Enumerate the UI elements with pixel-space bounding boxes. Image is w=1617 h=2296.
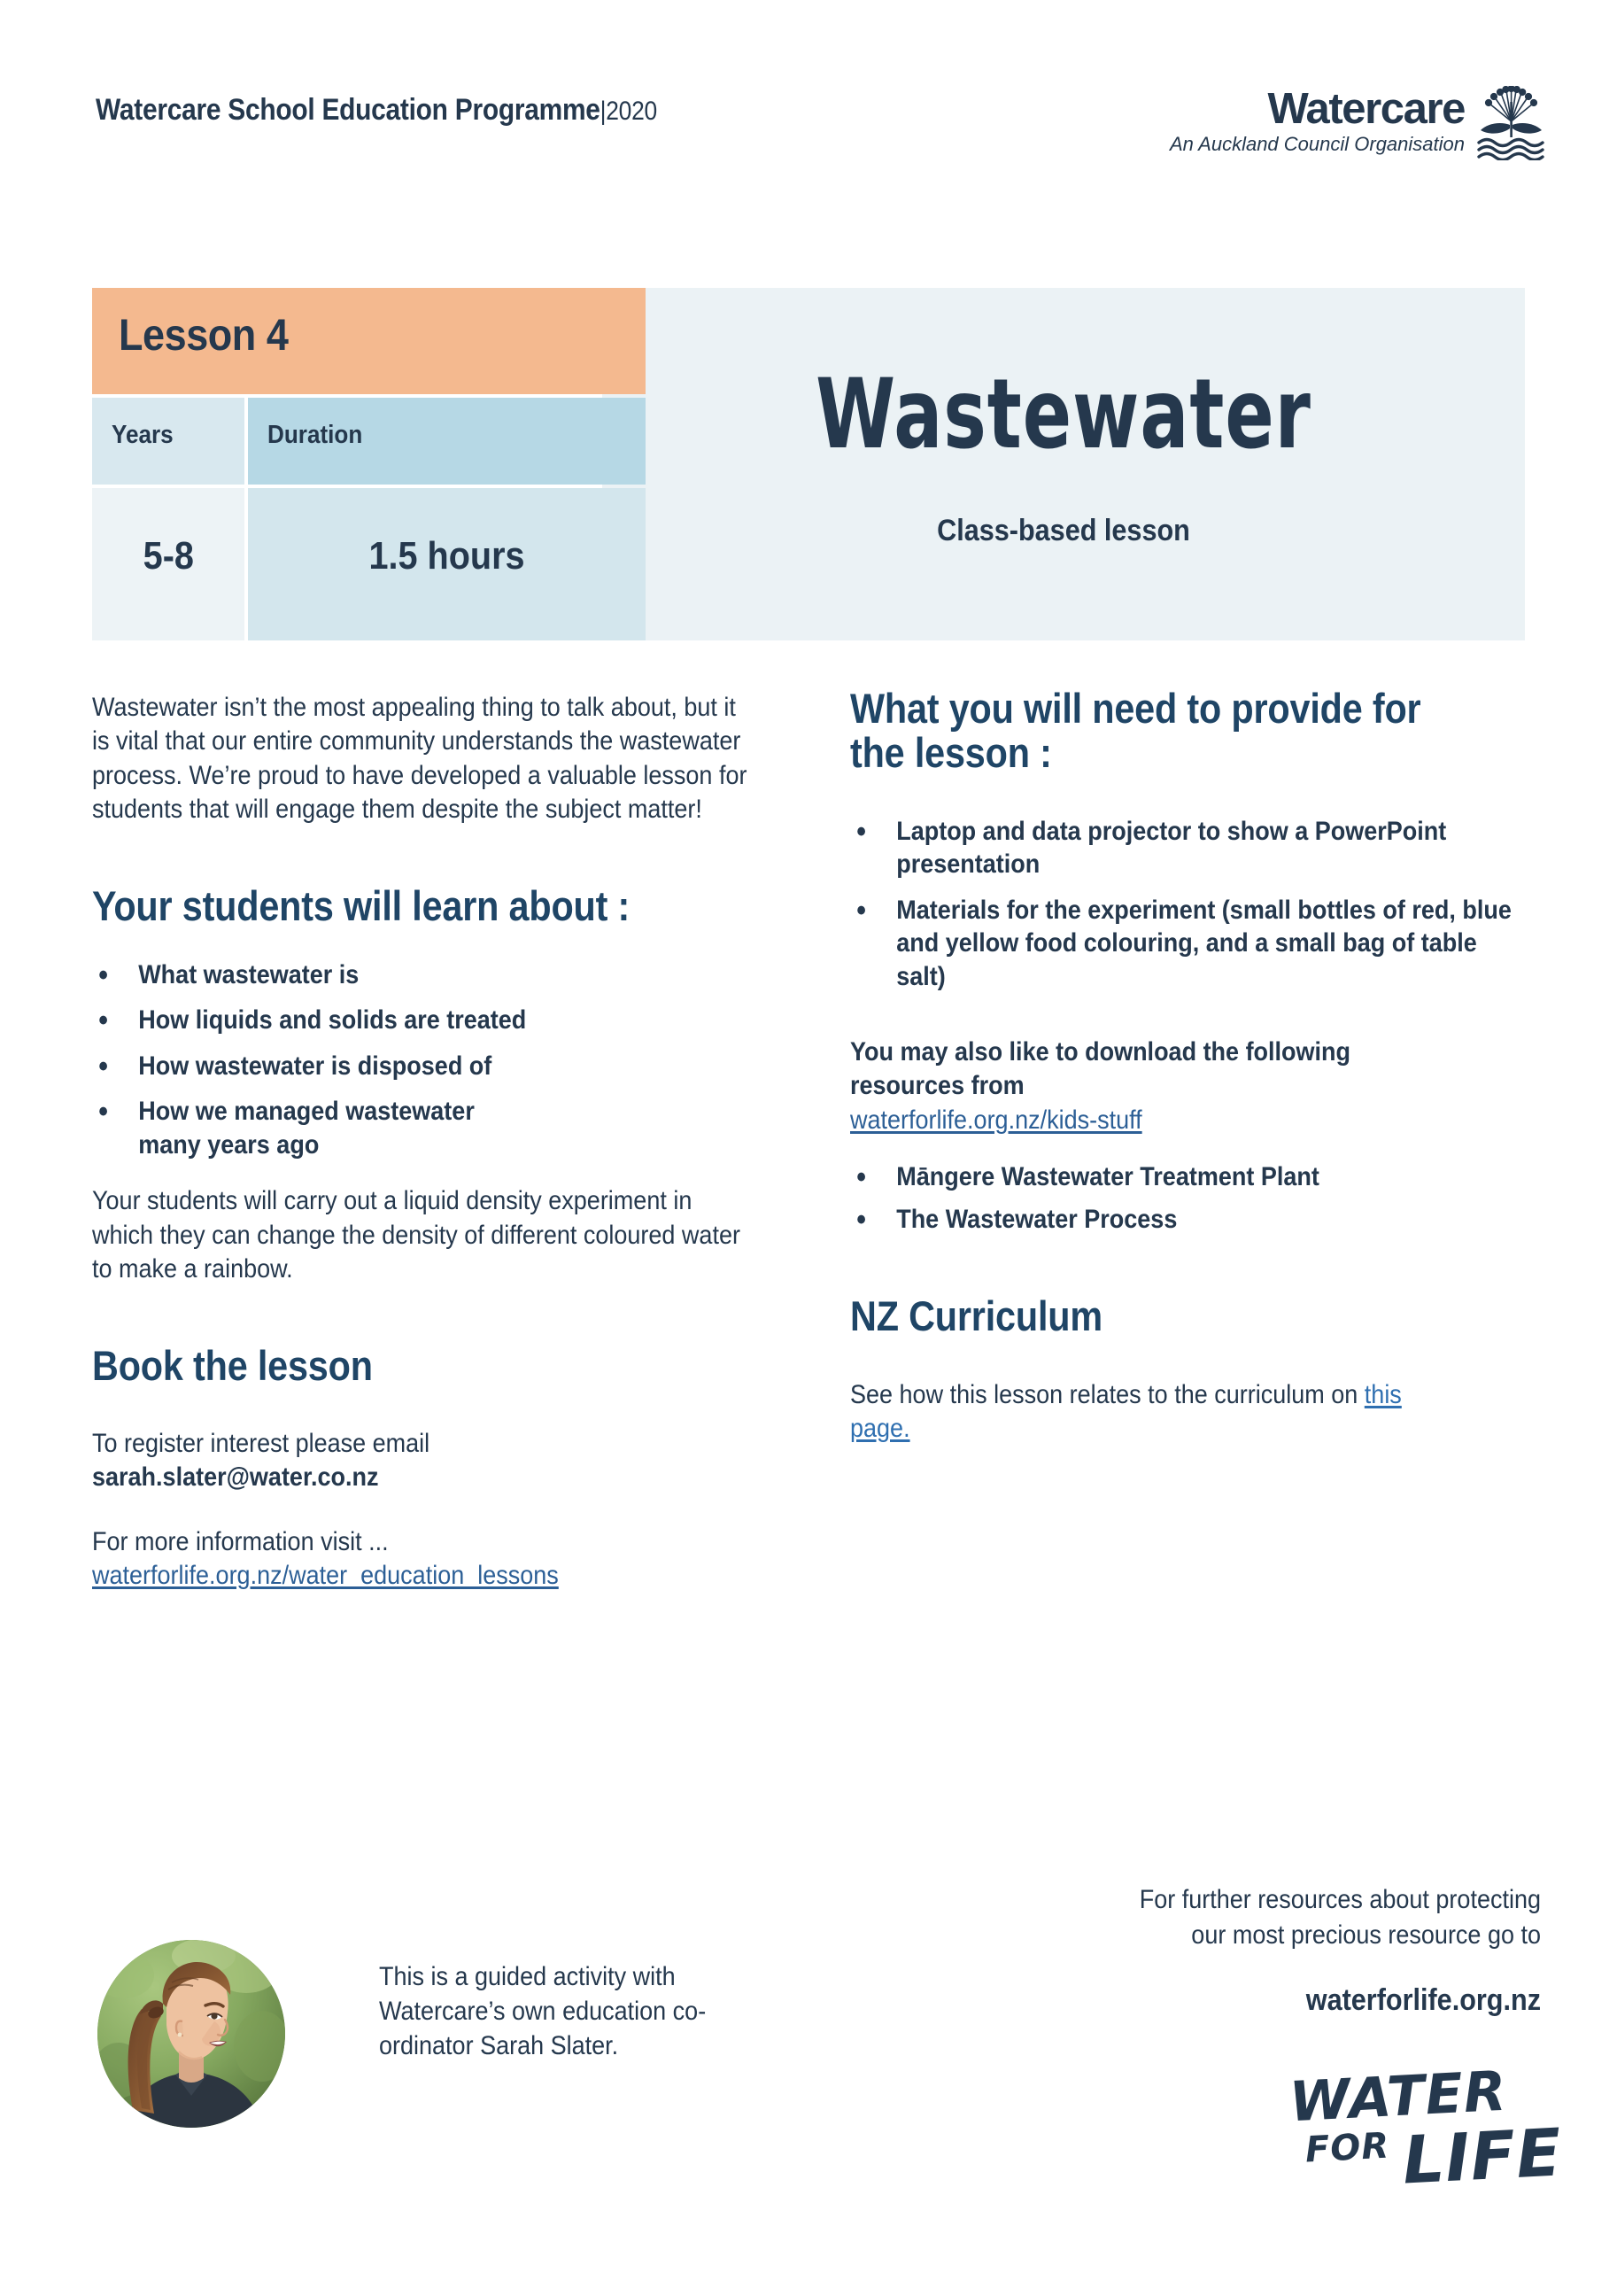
page-header xyxy=(0,0,1617,186)
programme-title-text: Watercare School Education Programme xyxy=(96,93,600,127)
more-info-link-wrap xyxy=(92,1559,751,1593)
duration-value-label: 1.5 hours xyxy=(368,534,525,578)
programme-year: 2020 xyxy=(606,97,657,126)
learn-about-list xyxy=(92,958,751,1162)
need-to-provide-list xyxy=(850,815,1540,994)
lesson-number-label: Lesson 4 xyxy=(119,310,289,360)
years-value-cell xyxy=(92,488,244,640)
curriculum-text-lead: See how this lesson relates to the curriculum on xyxy=(850,1379,1365,1409)
programme-title-separator: | xyxy=(600,97,607,126)
footer-lead-text xyxy=(983,1882,1541,1953)
list-item: • Laptop and data projector to show a PowerPoint presentation xyxy=(850,815,1454,881)
presenter-caption: This is a guided activity with Watercare’s own education co-ordinator Sarah Slater. xyxy=(379,1962,707,2060)
years-header-cell xyxy=(92,398,244,485)
left-content-column xyxy=(92,691,752,1593)
footer-lead-line1: For further resources about protecting xyxy=(1139,1885,1541,1914)
right-content-column xyxy=(850,686,1541,1446)
watercare-fan-and-waves-icon xyxy=(1477,86,1546,160)
more-info-instruction: For more information visit ... xyxy=(92,1526,389,1556)
watercare-tagline: An Auckland Council Organisation xyxy=(1169,133,1465,155)
experiment-paragraph: Your students will carry out a liquid density experiment in which they can change the density of different coloured water to make a rainbow. xyxy=(92,1186,740,1284)
register-email[interactable]: sarah.slater@water.co.nz xyxy=(92,1462,379,1493)
download-instruction: You may also like to download the following resources from xyxy=(850,1037,1351,1101)
duration-header-cell xyxy=(248,398,646,485)
lesson-hero-subtitle: Class-based lesson xyxy=(937,514,1190,547)
duration-header-label: Duration xyxy=(267,421,363,449)
sarah-slater-portrait-illustration xyxy=(97,1940,285,2128)
list-item: • The Wastewater Process xyxy=(850,1203,1540,1237)
lesson-hero-title: Wastewater xyxy=(816,359,1311,471)
wfl-word-life: LIFE xyxy=(1400,2114,1564,2199)
download-link[interactable]: waterforlife.org.nz/kids-stuff xyxy=(850,1105,1142,1135)
list-item: • What wastewater is xyxy=(92,958,751,992)
nz-curriculum-heading: NZ Curriculum xyxy=(850,1292,1102,1340)
footer-resources-block xyxy=(921,1882,1541,2018)
wfl-word-for: FOR xyxy=(1304,2125,1391,2171)
list-item: • How wastewater is disposed of xyxy=(92,1050,751,1083)
register-instruction: To register interest please email xyxy=(92,1428,430,1458)
list-item: • How liquids and solids are treated xyxy=(92,1004,751,1037)
footer-lead-line2: our most precious resource go to xyxy=(1191,1920,1541,1950)
duration-value-cell xyxy=(248,488,646,640)
years-header-label: Years xyxy=(112,421,174,449)
need-to-provide-heading: What you will need to provide for the lesson : xyxy=(850,685,1421,777)
curriculum-text xyxy=(850,1378,1408,1447)
more-info-link[interactable]: waterforlife.org.nz/water_education_lessons xyxy=(92,1560,559,1590)
water-for-life-logo xyxy=(1288,2058,1564,2201)
intro-paragraph: Wastewater isn’t the most appealing thing to talk about, but it is vital that our entire community understands the wastewater process. We’re proud to have developed a valuable lesson for students that will engage them despite the subject matter! xyxy=(92,693,747,825)
years-value-label: 5-8 xyxy=(143,534,194,578)
book-lesson-heading: Book the lesson xyxy=(92,1341,373,1389)
download-resources-list xyxy=(850,1160,1540,1236)
watercare-logo xyxy=(1169,84,1546,164)
avatar xyxy=(97,1940,285,2128)
learn-about-heading: Your students will learn about : xyxy=(92,881,631,929)
footer-url[interactable]: waterforlife.org.nz xyxy=(1305,1982,1541,2017)
list-item: • Materials for the experiment (small bottles of red, blue and yellow food colouring, and a small bag of table salt) xyxy=(850,894,1526,994)
list-item: • How we managed wastewater many years ago xyxy=(92,1095,513,1161)
list-item: • Māngere Wastewater Treatment Plant xyxy=(850,1160,1540,1194)
download-link-wrap xyxy=(850,1104,1540,1137)
presenter-photo-block xyxy=(97,1940,744,2206)
watercare-wordmark: Watercare xyxy=(1267,85,1465,133)
wfl-word-water: WATER xyxy=(1288,2058,1509,2135)
curriculum-page-link[interactable]: this page. xyxy=(850,1379,1402,1443)
programme-title xyxy=(96,93,657,128)
lesson-hero-panel xyxy=(602,288,1525,640)
lesson-number-chip xyxy=(92,288,646,394)
lesson-banner xyxy=(92,288,1525,640)
